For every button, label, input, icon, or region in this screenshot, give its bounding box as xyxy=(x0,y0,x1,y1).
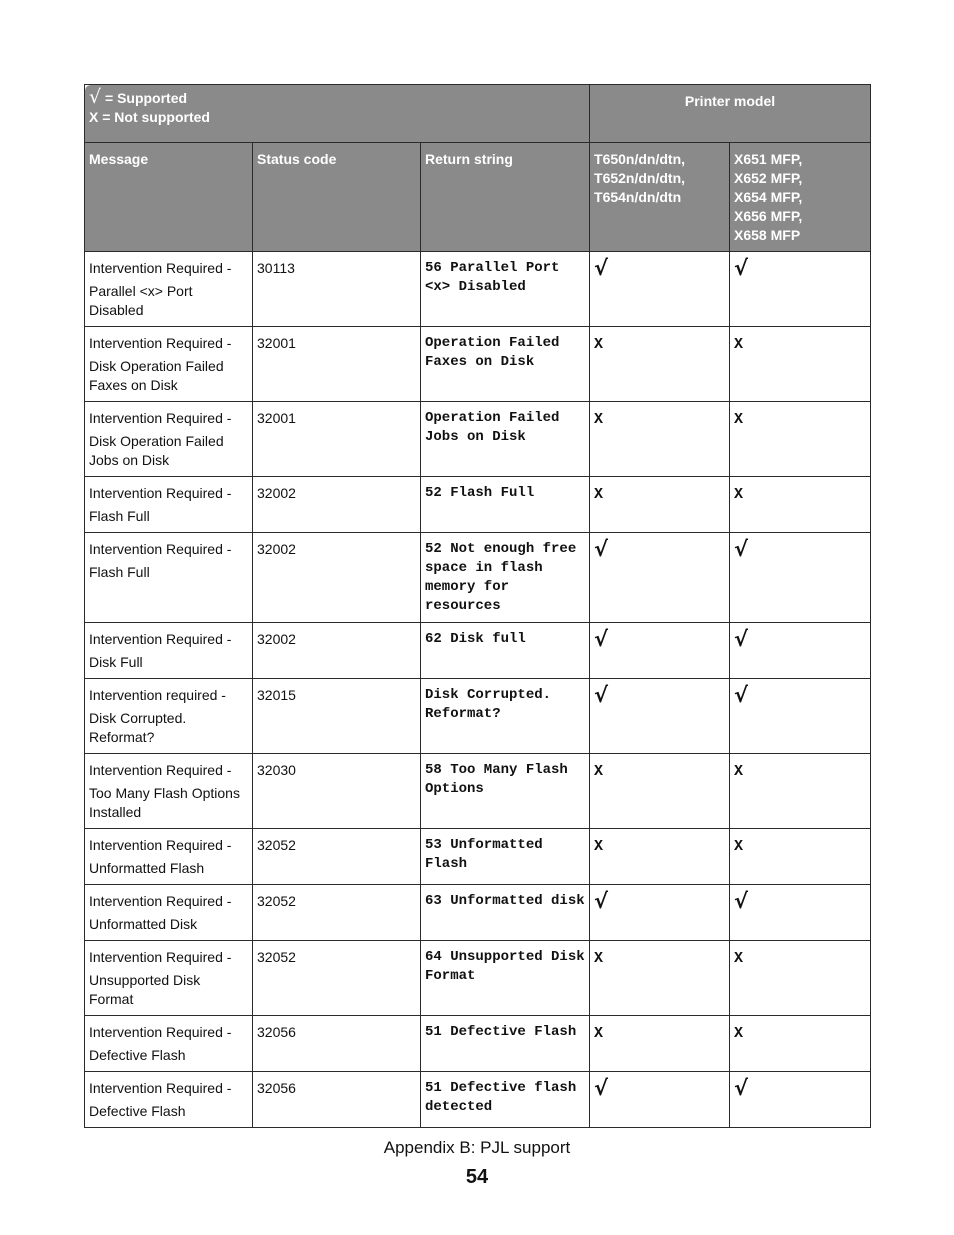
legend-supported-text: = Supported xyxy=(105,90,188,106)
page-number: 54 xyxy=(465,1166,489,1188)
message-line-1: Intervention required - xyxy=(89,687,226,703)
message-cell xyxy=(85,885,253,941)
message-cell xyxy=(85,402,253,477)
support-cell-model-x651 xyxy=(730,623,871,679)
support-cell-model-t650 xyxy=(590,533,730,623)
status-code-cell: 32052 xyxy=(253,885,421,941)
message-cell xyxy=(85,754,253,829)
return-string-cell: Operation Failed Faxes on Disk xyxy=(421,327,590,402)
column-header-return-string: Return string xyxy=(421,143,590,252)
printer-model-header: Printer model xyxy=(590,85,871,143)
table-row xyxy=(85,252,871,327)
table-row xyxy=(85,679,871,754)
table-row xyxy=(85,1072,871,1128)
checkmark-icon: √ xyxy=(594,1076,609,1100)
message-cell xyxy=(85,327,253,402)
message-line-2: Disk Corrupted. Reformat? xyxy=(89,710,187,745)
message-line-2: Unsupported Disk Format xyxy=(89,972,201,1007)
return-string-cell: 53 Unformatted Flash xyxy=(421,829,590,885)
support-mark: X xyxy=(734,950,744,967)
status-code-cell: 32002 xyxy=(253,533,421,623)
support-cell-model-x651 xyxy=(730,1016,871,1072)
message-line-1: Intervention Required - xyxy=(89,631,232,647)
support-cell-model-x651 xyxy=(730,1072,871,1128)
message-line-2: Disk Operation Failed Faxes on Disk xyxy=(89,358,224,393)
checkmark-icon: √ xyxy=(734,1076,749,1100)
status-code-cell: 32056 xyxy=(253,1016,421,1072)
return-string-cell: 51 Defective Flash xyxy=(421,1016,590,1072)
status-code-cell: 32030 xyxy=(253,754,421,829)
message-line-2: Too Many Flash Options Installed xyxy=(89,785,240,820)
support-cell-model-t650 xyxy=(590,679,730,754)
message-line-2: Flash Full xyxy=(89,508,150,524)
model-line: T650n/dn/dtn, xyxy=(594,151,686,167)
column-header-model-x651 xyxy=(730,143,871,252)
support-mark: X xyxy=(734,1025,744,1042)
support-mark: X xyxy=(734,411,744,428)
message-cell xyxy=(85,941,253,1016)
checkmark-icon: √ xyxy=(594,256,609,280)
support-mark: X xyxy=(594,838,604,855)
message-cell xyxy=(85,1016,253,1072)
model-line: X658 MFP xyxy=(734,227,801,243)
support-cell-model-t650 xyxy=(590,402,730,477)
checkmark-icon: √ xyxy=(594,889,609,913)
table-row xyxy=(85,402,871,477)
message-line-1: Intervention Required - xyxy=(89,949,232,965)
return-string-cell: 51 Defective flash detected xyxy=(421,1072,590,1128)
legend-cell xyxy=(85,85,590,143)
table-row xyxy=(85,754,871,829)
checkmark-icon: √ xyxy=(594,683,609,707)
message-line-1: Intervention Required - xyxy=(89,335,232,351)
support-cell-model-t650 xyxy=(590,327,730,402)
message-line-1: Intervention Required - xyxy=(89,893,232,909)
return-string-cell: 62 Disk full xyxy=(421,623,590,679)
support-cell-model-x651 xyxy=(730,327,871,402)
table-row xyxy=(85,941,871,1016)
legend-not-supported: X = Not supported xyxy=(89,109,210,125)
status-code-cell: 32052 xyxy=(253,941,421,1016)
table-row xyxy=(85,829,871,885)
checkmark-icon: √ xyxy=(734,256,749,280)
message-cell xyxy=(85,829,253,885)
message-cell xyxy=(85,477,253,533)
status-code-cell: 32052 xyxy=(253,829,421,885)
return-string-cell: 64 Unsupported Disk Format xyxy=(421,941,590,1016)
support-cell-model-t650 xyxy=(590,1072,730,1128)
message-line-2: Unformatted Disk xyxy=(89,916,198,932)
message-line-2: Parallel <x> Port Disabled xyxy=(89,283,193,318)
status-code-cell: 32001 xyxy=(253,327,421,402)
model-line: T654n/dn/dtn xyxy=(594,189,682,205)
footer-section-title: Appendix B: PJL support xyxy=(383,1138,571,1157)
support-cell-model-t650 xyxy=(590,941,730,1016)
column-header-model-t650 xyxy=(590,143,730,252)
model-line: X656 MFP, xyxy=(734,208,803,224)
return-string-cell: Disk Corrupted. Reformat? xyxy=(421,679,590,754)
support-cell-model-t650 xyxy=(590,477,730,533)
support-mark: X xyxy=(594,763,604,780)
status-code-cell: 32002 xyxy=(253,477,421,533)
return-string-cell: Operation Failed Jobs on Disk xyxy=(421,402,590,477)
table-row xyxy=(85,327,871,402)
support-mark: X xyxy=(734,838,744,855)
support-cell-model-x651 xyxy=(730,402,871,477)
column-header-status-code: Status code xyxy=(253,143,421,252)
table-row xyxy=(85,1016,871,1072)
support-mark: X xyxy=(594,336,604,353)
table-row xyxy=(85,623,871,679)
support-cell-model-t650 xyxy=(590,885,730,941)
message-line-1: Intervention Required - xyxy=(89,541,232,557)
return-string-cell: 56 Parallel Port <x> Disabled xyxy=(421,252,590,327)
status-code-cell: 32015 xyxy=(253,679,421,754)
return-string-cell: 63 Unformatted disk xyxy=(421,885,590,941)
checkmark-icon: √ xyxy=(734,683,749,707)
support-cell-model-x651 xyxy=(730,885,871,941)
message-line-1: Intervention Required - xyxy=(89,837,232,853)
message-line-2: Unformatted Flash xyxy=(89,860,205,876)
message-line-1: Intervention Required - xyxy=(89,1080,232,1096)
support-cell-model-t650 xyxy=(590,1016,730,1072)
support-cell-model-x651 xyxy=(730,477,871,533)
message-cell xyxy=(85,533,253,623)
support-cell-model-x651 xyxy=(730,252,871,327)
model-line: X651 MFP, xyxy=(734,151,803,167)
support-cell-model-x651 xyxy=(730,754,871,829)
message-line-2: Disk Operation Failed Jobs on Disk xyxy=(89,433,224,468)
message-line-1: Intervention Required - xyxy=(89,260,232,276)
legend-supported xyxy=(89,86,585,108)
return-string-cell: 52 Not enough free space in flash memory for resources xyxy=(421,533,590,623)
table-row xyxy=(85,533,871,623)
column-header-message: Message xyxy=(85,143,253,252)
checkmark-icon: √ xyxy=(89,86,102,108)
message-line-1: Intervention Required - xyxy=(89,485,232,501)
return-string-cell: 58 Too Many Flash Options xyxy=(421,754,590,829)
message-line-2: Defective Flash xyxy=(89,1103,186,1119)
status-code-cell: 30113 xyxy=(253,252,421,327)
table-body xyxy=(85,252,871,1128)
message-line-1: Intervention Required - xyxy=(89,762,232,778)
message-line-1: Intervention Required - xyxy=(89,1024,232,1040)
support-cell-model-x651 xyxy=(730,533,871,623)
support-cell-model-t650 xyxy=(590,623,730,679)
status-code-cell: 32056 xyxy=(253,1072,421,1128)
support-cell-model-x651 xyxy=(730,941,871,1016)
checkmark-icon: √ xyxy=(594,537,609,561)
table-row xyxy=(85,477,871,533)
support-mark: X xyxy=(734,763,744,780)
pjl-message-table xyxy=(84,84,871,1128)
support-mark: X xyxy=(594,486,604,503)
checkmark-icon: √ xyxy=(594,627,609,651)
checkmark-icon: √ xyxy=(734,537,749,561)
message-line-2: Flash Full xyxy=(89,564,150,580)
message-line-1: Intervention Required - xyxy=(89,410,232,426)
status-code-cell: 32002 xyxy=(253,623,421,679)
message-line-2: Defective Flash xyxy=(89,1047,186,1063)
support-mark: X xyxy=(594,1025,604,1042)
support-cell-model-t650 xyxy=(590,252,730,327)
model-line: X654 MFP, xyxy=(734,189,803,205)
table-row xyxy=(85,885,871,941)
message-cell xyxy=(85,1072,253,1128)
message-cell xyxy=(85,679,253,754)
support-mark: X xyxy=(594,411,604,428)
model-line: X652 MFP, xyxy=(734,170,803,186)
message-line-2: Disk Full xyxy=(89,654,143,670)
support-cell-model-x651 xyxy=(730,829,871,885)
support-mark: X xyxy=(734,486,744,503)
support-cell-model-t650 xyxy=(590,829,730,885)
support-mark: X xyxy=(594,950,604,967)
model-line: T652n/dn/dtn, xyxy=(594,170,686,186)
message-cell xyxy=(85,623,253,679)
checkmark-icon: √ xyxy=(734,627,749,651)
status-code-cell: 32001 xyxy=(253,402,421,477)
support-mark: X xyxy=(734,336,744,353)
support-cell-model-t650 xyxy=(590,754,730,829)
message-cell xyxy=(85,252,253,327)
return-string-cell: 52 Flash Full xyxy=(421,477,590,533)
checkmark-icon: √ xyxy=(734,889,749,913)
support-cell-model-x651 xyxy=(730,679,871,754)
